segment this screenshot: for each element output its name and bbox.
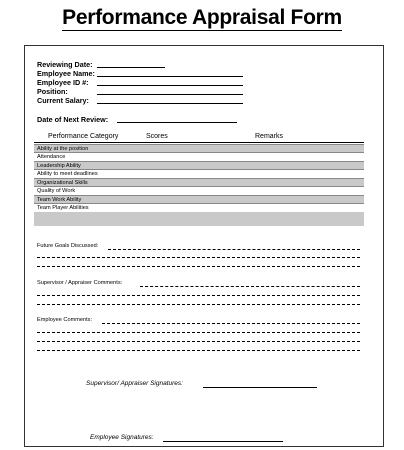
- employee-comments-line[interactable]: [37, 341, 360, 342]
- table-row: Leadership Ability: [34, 161, 364, 170]
- future-goals-line[interactable]: [37, 266, 360, 267]
- employee-name-line[interactable]: [97, 76, 243, 77]
- reviewing-date-line[interactable]: [97, 67, 165, 68]
- table-row-blank: [34, 212, 364, 226]
- reviewing-date-label: Reviewing Date:: [37, 60, 93, 69]
- supervisor-signature-label: Supervisor/ Appraiser Signatures:: [86, 380, 183, 387]
- employee-name-label: Employee Name:: [37, 69, 95, 78]
- next-review-label: Date of Next Review:: [37, 115, 109, 124]
- table-header-scores: Scores: [146, 133, 168, 140]
- employee-comments-label: Employee Comments:: [37, 317, 93, 323]
- supervisor-comments-line[interactable]: [37, 304, 360, 305]
- future-goals-line[interactable]: [37, 257, 360, 258]
- table-row: Ability at the position: [34, 144, 364, 153]
- form-title-text: Performance Appraisal Form: [62, 6, 342, 29]
- employee-id-label: Employee ID #:: [37, 78, 89, 87]
- future-goals-line[interactable]: [108, 249, 360, 250]
- form-title: [0, 6, 404, 30]
- supervisor-comments-line[interactable]: [140, 286, 360, 287]
- supervisor-comments-label: Supervisor / Appraiser Comments:: [37, 280, 123, 286]
- employee-comments-line[interactable]: [37, 350, 360, 351]
- current-salary-line[interactable]: [97, 103, 243, 104]
- table-header-category: Performance Category: [48, 133, 119, 140]
- table-row: Team Work Ability: [34, 195, 364, 204]
- table-row: Attendance: [37, 153, 66, 160]
- table-row: Team Player Abilities: [37, 204, 89, 211]
- table-row: Ability to meet deadlines: [37, 170, 98, 177]
- table-row: Quality of Work: [37, 187, 76, 194]
- future-goals-label: Future Goals Discussed:: [37, 243, 99, 249]
- table-header-rule: [34, 142, 364, 143]
- table-row: Organizational Skills: [34, 178, 364, 187]
- supervisor-comments-line[interactable]: [37, 295, 360, 296]
- next-review-line[interactable]: [117, 122, 237, 123]
- table-header-remarks: Remarks: [255, 133, 284, 140]
- employee-comments-line[interactable]: [37, 332, 360, 333]
- employee-id-line[interactable]: [97, 85, 243, 86]
- position-label: Position:: [37, 87, 68, 96]
- employee-comments-line[interactable]: [102, 323, 360, 324]
- supervisor-signature-line[interactable]: [203, 387, 317, 388]
- position-line[interactable]: [97, 94, 243, 95]
- employee-signature-label: Employee Signatures:: [90, 434, 154, 441]
- current-salary-label: Current Salary:: [37, 96, 89, 105]
- employee-signature-line[interactable]: [163, 441, 283, 442]
